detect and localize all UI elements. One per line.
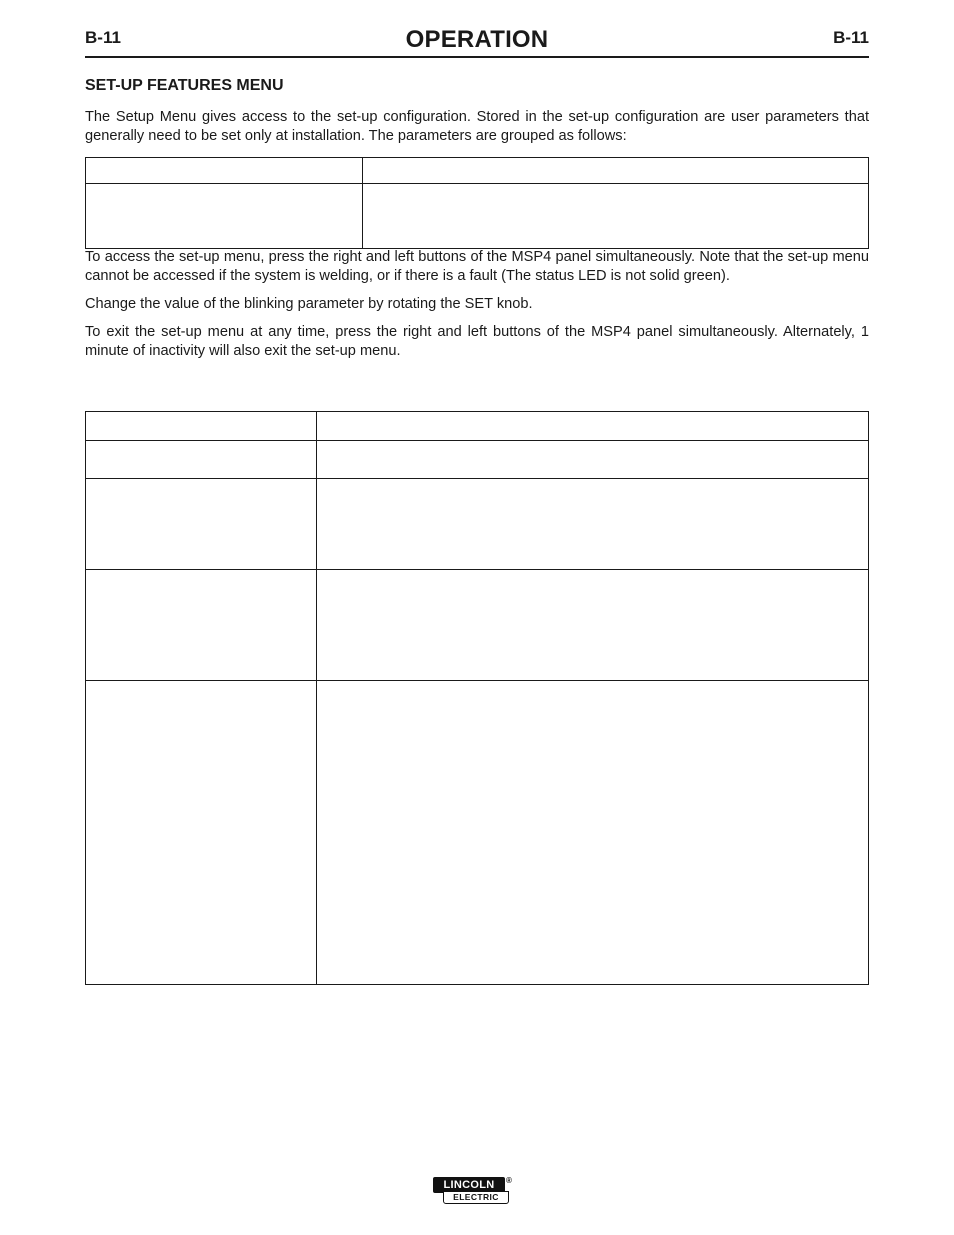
table-row bbox=[86, 681, 869, 985]
lincoln-electric-logo bbox=[433, 1177, 513, 1205]
table-row bbox=[86, 570, 869, 681]
section-title: SET-UP FEATURES MENU bbox=[85, 77, 284, 94]
table-cell bbox=[86, 479, 317, 570]
table-cell bbox=[86, 412, 317, 441]
change-value-paragraph: Change the value of the blinking parameter by rotating the SET knob. bbox=[85, 296, 533, 312]
table-cell bbox=[86, 158, 363, 184]
table-cell bbox=[363, 158, 869, 184]
page-number-left: B-11 bbox=[85, 28, 121, 47]
page-header bbox=[85, 24, 869, 58]
table-cell bbox=[86, 570, 317, 681]
table-cell bbox=[317, 570, 869, 681]
table-cell bbox=[317, 441, 869, 479]
registered-mark: ® bbox=[506, 1176, 512, 1185]
page-number-right: B-11 bbox=[833, 28, 869, 47]
table-cell bbox=[86, 681, 317, 985]
parameter-group-table bbox=[85, 157, 869, 249]
exit-paragraph: To exit the set-up menu at any time, press the right and left buttons of the MSP4 panel simultaneously. Alternately, 1 minute of inactivity will also exit the set-up menu. bbox=[85, 324, 869, 359]
table-cell bbox=[363, 184, 869, 249]
table-cell bbox=[86, 441, 317, 479]
table-row bbox=[86, 412, 869, 441]
table-cell bbox=[317, 681, 869, 985]
table-cell bbox=[86, 184, 363, 249]
logo-bottom-text: ELECTRIC bbox=[443, 1191, 509, 1204]
table-cell bbox=[317, 412, 869, 441]
page-title: OPERATION bbox=[405, 26, 549, 53]
setup-parameter-table bbox=[85, 411, 869, 985]
intro-paragraph: The Setup Menu gives access to the set-up configuration. Stored in the set-up configuration are user parameters that generally need to be set only at installation. The parameters are grouped as follows: bbox=[85, 109, 869, 144]
logo-top-text: LINCOLN bbox=[433, 1177, 505, 1193]
table-cell bbox=[317, 479, 869, 570]
table-row bbox=[86, 158, 869, 184]
table-row bbox=[86, 184, 869, 249]
table-row bbox=[86, 479, 869, 570]
table-row bbox=[86, 441, 869, 479]
access-paragraph: To access the set-up menu, press the right and left buttons of the MSP4 panel simultaneously. Note that the set-up menu cannot be accessed if the system is welding, or if there is a fault (The status LED is not solid green). bbox=[85, 249, 869, 284]
